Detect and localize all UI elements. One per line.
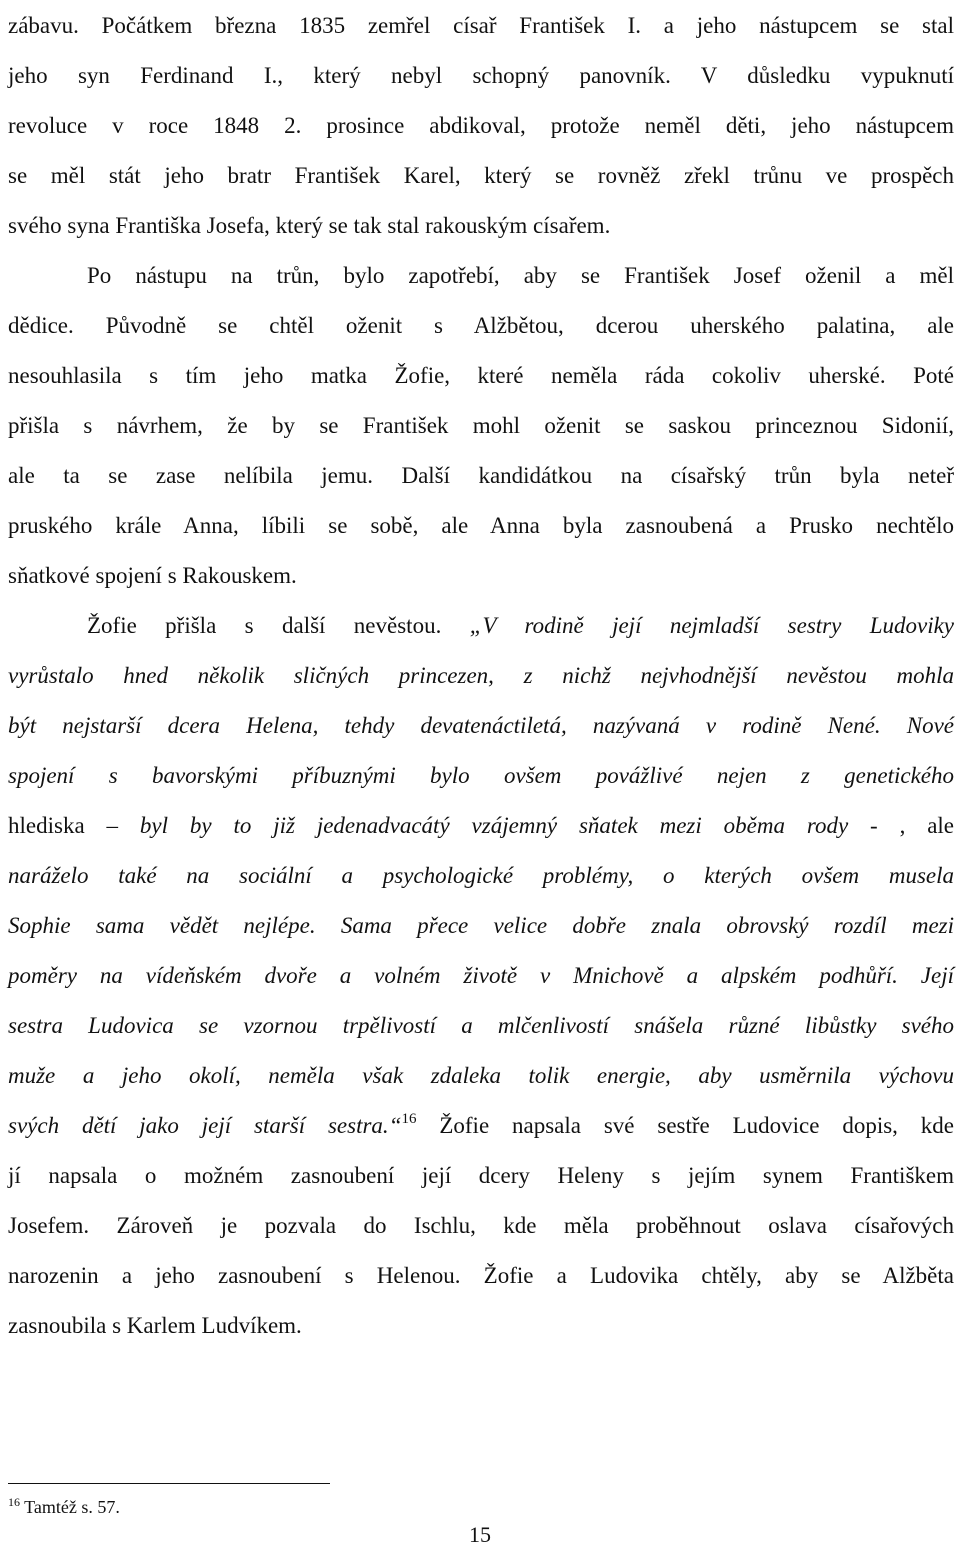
quote-line: být nejstarší dcera Helena, tehdy devatenáctiletá, nazývaná v rodině Nené. Nové xyxy=(8,713,954,738)
quote-text: svých dětí jako její starší sestra. xyxy=(8,1113,389,1138)
text-line: se měl stát jeho bratr František Karel, který se rovněž zřekl trůnu ve prospěch xyxy=(8,163,954,188)
text-line: pruského krále Anna, líbili se sobě, ale Anna byla zasnoubená a Prusko nechtělo xyxy=(8,513,954,538)
footnote-divider xyxy=(8,1483,330,1484)
text-line: dědice. Původně se chtěl oženit s Alžbětou, dcerou uherského palatina, ale xyxy=(8,313,954,338)
text-line: přišla s návrhem, že by se František mohl oženit se saskou princeznou Sidonií, xyxy=(8,413,954,438)
text-line: jeho syn Ferdinand I., který nebyl schopný panovník. V důsledku vypuknutí xyxy=(8,63,954,88)
quote-line: vyrůstalo hned několik sličných princezen, z nichž nejvhodnější nevěstou mohla xyxy=(8,663,954,688)
text-line xyxy=(8,1111,954,1141)
quote-line: muže a jeho okolí, neměla však zdaleka tolik energie, aby usměrnila výchovu xyxy=(8,1063,954,1088)
text-line: Josefem. Zároveň je pozvala do Ischlu, kde měla proběhnout oslava císařových xyxy=(8,1213,954,1238)
footnote-reference[interactable]: 16 xyxy=(401,1111,417,1127)
text-line: nesouhlasila s tím jeho matka Žofie, které neměla ráda cokoliv uherské. Poté xyxy=(8,363,954,388)
footnote-text: Tamtéž s. 57. xyxy=(20,1497,120,1517)
text-line: revoluce v roce 1848 2. prosince abdikoval, protože neměl děti, jeho nástupcem xyxy=(8,113,954,138)
quote-line: poměry na vídeňském dvoře a volném životě v Mnichově a alpském podhůří. Její xyxy=(8,963,954,988)
quote-text: „V rodině její nejmladší sestry Ludoviky xyxy=(469,613,954,638)
text-line: ale ta se zase nelíbila jemu. Další kandidátkou na císařský trůn byla neteř xyxy=(8,463,954,488)
text-line: Po nástupu na trůn, bylo zapotřebí, aby se František Josef oženil a měl xyxy=(87,263,954,288)
text-line: sňatkové spojení s Rakouskem. xyxy=(8,563,297,588)
page-number: 15 xyxy=(469,1522,491,1547)
text-line: svého syna Františka Josefa, který se tak stal rakouským císařem. xyxy=(8,213,611,238)
text-line xyxy=(87,611,954,641)
text-line: zábavu. Počátkem března 1835 zemřel císař František I. a jeho nástupcem se stal xyxy=(8,13,954,38)
quote-line: naráželo také na sociální a psychologické problémy, o kterých ovšem musela xyxy=(8,863,954,888)
quote-text: byl by to již jedenadvacátý vzájemný sňatek mezi oběma rody xyxy=(139,813,849,838)
text-line xyxy=(8,811,954,841)
text-line: zasnoubila s Karlem Ludvíkem. xyxy=(8,1313,302,1338)
text-line: jí napsala o možném zasnoubení její dcery Heleny s jejím synem Františkem xyxy=(8,1163,954,1188)
text-line: narozenin a jeho zasnoubení s Helenou. Žofie a Ludovika chtěly, aby se Alžběta xyxy=(8,1263,954,1288)
plain-text: Žofie napsala své sestře Ludovice dopis, kde xyxy=(416,1113,954,1138)
quote-line: Sophie sama vědět nejlépe. Sama přece velice dobře znala obrovský rozdíl mezi xyxy=(8,913,954,938)
footnote-number: 16 xyxy=(8,1495,20,1509)
quote-line: spojení s bavorskými příbuznými bylo ovšem povážlivé nejen z genetického xyxy=(8,763,954,788)
quote-close: “ xyxy=(388,1113,402,1138)
plain-text: - , ale xyxy=(848,813,954,838)
plain-text: Žofie přišla s další nevěstou. xyxy=(87,613,470,638)
plain-text: hlediska – xyxy=(8,813,140,838)
quote-line: sestra Ludovica se vzornou trpělivostí a mlčenlivostí snášela různé libůstky svého xyxy=(8,1013,954,1038)
footnote xyxy=(8,1495,120,1519)
